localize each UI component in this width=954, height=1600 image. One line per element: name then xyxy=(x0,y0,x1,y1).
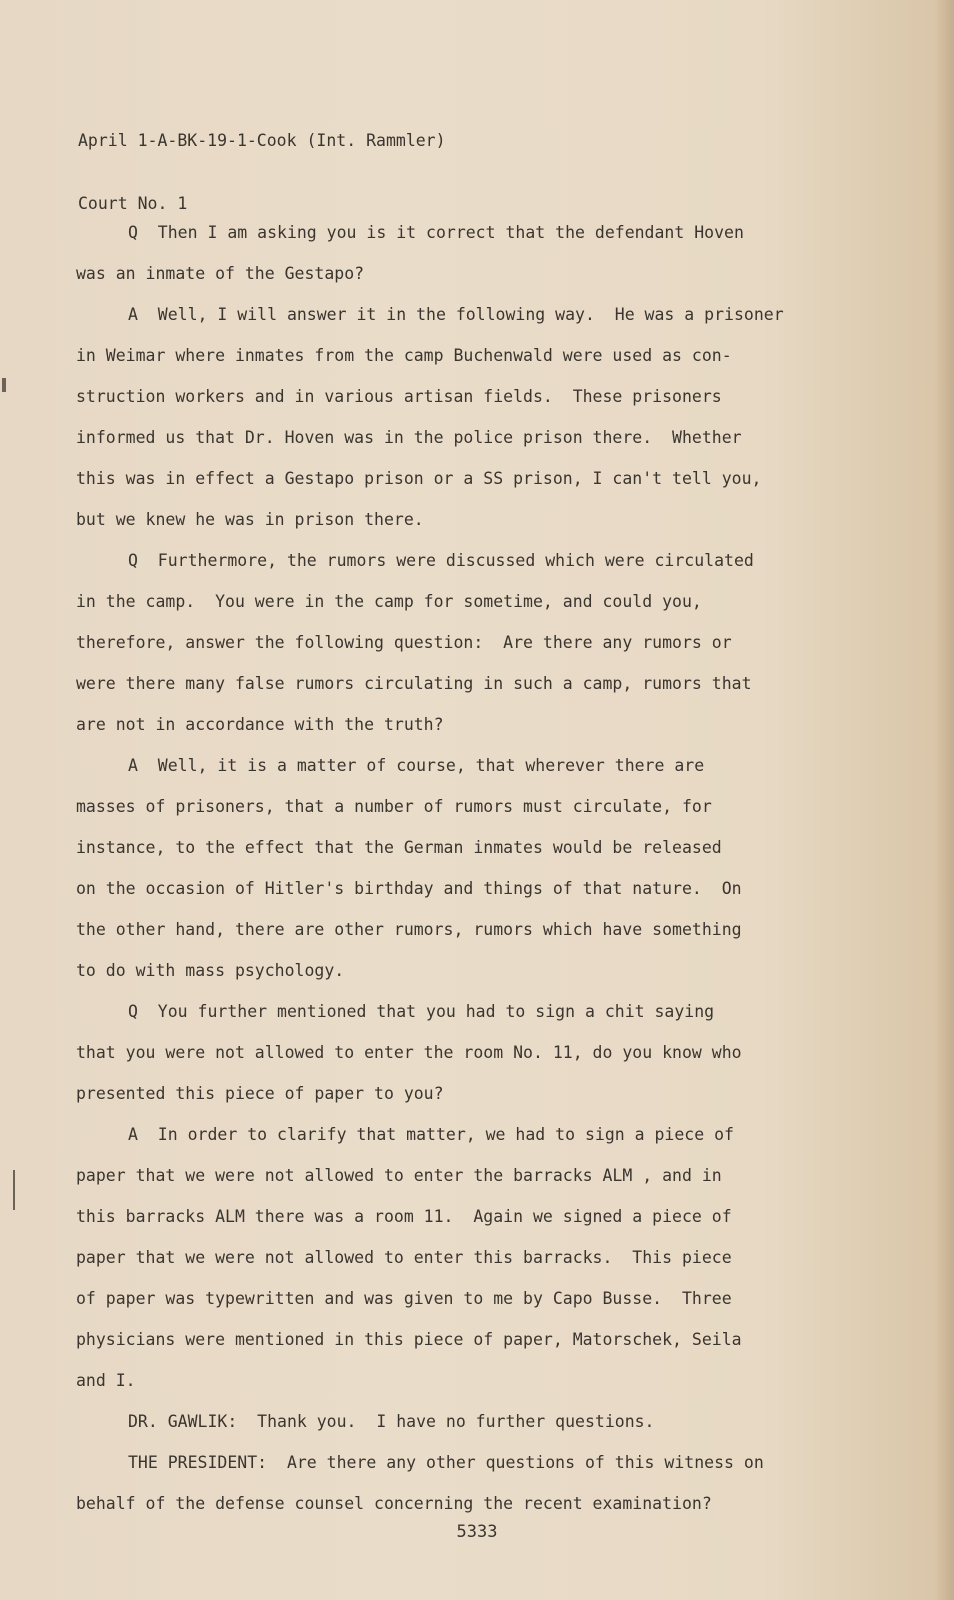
transcript-line: to do with mass psychology. xyxy=(76,961,345,980)
transcript-line: struction workers and in various artisan fields. These prisoners xyxy=(76,387,722,406)
transcript-line: this was in effect a Gestapo prison or a SS prison, I can't tell you, xyxy=(76,469,762,488)
transcript-line: A Well, it is a matter of course, that wherever there are xyxy=(128,756,705,775)
page-number: 5333 xyxy=(456,1522,498,1542)
transcript-line: but we knew he was in prison there. xyxy=(76,510,424,529)
transcript-line: that you were not allowed to enter the room No. 11, do you know who xyxy=(76,1043,742,1062)
transcript-line: Q Furthermore, the rumors were discussed which were circulated xyxy=(128,551,754,570)
transcript-line: was an inmate of the Gestapo? xyxy=(76,264,365,283)
left-margin-mark-top xyxy=(2,378,6,392)
transcript-line: are not in accordance with the truth? xyxy=(76,715,444,734)
transcript-line: the other hand, there are other rumors, rumors which have something xyxy=(76,920,742,939)
transcript-line: on the occasion of Hitler's birthday and things of that nature. On xyxy=(76,879,742,898)
transcript-line: behalf of the defense counsel concerning the recent examination? xyxy=(76,1494,712,1513)
header-court-number: Court No. 1 xyxy=(78,194,188,213)
header-case-reference: April 1-A-BK-19-1-Cook (Int. Rammler) xyxy=(78,131,446,150)
transcript-line: and I. xyxy=(76,1371,136,1390)
transcript-line: Q Then I am asking you is it correct that the defendant Hoven xyxy=(128,223,744,242)
transcript-line: DR. GAWLIK: Thank you. I have no further questions. xyxy=(128,1412,655,1431)
transcript-line: this barracks ALM there was a room 11. Again we signed a piece of xyxy=(76,1207,732,1226)
transcript-line: presented this piece of paper to you? xyxy=(76,1084,444,1103)
transcript-line: A Well, I will answer it in the following way. He was a prisoner xyxy=(128,305,784,324)
transcript-line: therefore, answer the following question: Are there any rumors or xyxy=(76,633,732,652)
transcript-line: in the camp. You were in the camp for sometime, and could you, xyxy=(76,592,702,611)
transcript-line: physicians were mentioned in this piece of paper, Matorschek, Seila xyxy=(76,1330,742,1349)
left-margin-mark-bottom xyxy=(13,1170,15,1210)
transcript-line: instance, to the effect that the German inmates would be released xyxy=(76,838,722,857)
transcript-line: A In order to clarify that matter, we had to sign a piece of xyxy=(128,1125,734,1144)
transcript-line: paper that we were not allowed to enter this barracks. This piece xyxy=(76,1248,732,1267)
page-edge-shadow xyxy=(934,0,954,1600)
transcript-line: masses of prisoners, that a number of rumors must circulate, for xyxy=(76,797,712,816)
transcript-body xyxy=(76,212,806,1524)
transcript-line: were there many false rumors circulating in such a camp, rumors that xyxy=(76,674,752,693)
transcript-line: in Weimar where inmates from the camp Buchenwald were used as con- xyxy=(76,346,732,365)
transcript-line: of paper was typewritten and was given to me by Capo Busse. Three xyxy=(76,1289,732,1308)
transcript-line: Q You further mentioned that you had to sign a chit saying xyxy=(128,1002,715,1021)
transcript-line: THE PRESIDENT: Are there any other questions of this witness on xyxy=(128,1453,764,1472)
transcript-line: informed us that Dr. Hoven was in the police prison there. Whether xyxy=(76,428,742,447)
transcript-line: paper that we were not allowed to enter the barracks ALM , and in xyxy=(76,1166,722,1185)
